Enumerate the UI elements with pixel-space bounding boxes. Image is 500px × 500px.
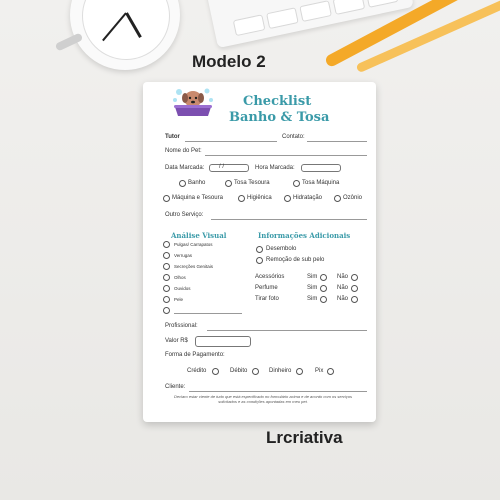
acessorios-sim-label: Sim xyxy=(307,274,318,280)
desembolo-checkbox[interactable] xyxy=(256,246,263,253)
tosa-maquina-checkbox[interactable] xyxy=(293,180,300,187)
clock-hour-hand xyxy=(125,12,142,38)
analise-checkbox[interactable] xyxy=(163,241,170,248)
cliente-field[interactable] xyxy=(189,391,367,392)
tirar-foto-nao-label: Não xyxy=(337,296,349,302)
pix-label: Pix xyxy=(315,368,324,374)
data-marcada-field[interactable] xyxy=(209,164,249,172)
clock-minute-hand xyxy=(102,12,127,41)
debito-label: Débito xyxy=(230,368,248,374)
hidratacao-label: Hidratação xyxy=(293,195,323,201)
analise-item: Ouvidos xyxy=(174,286,191,291)
dinheiro-label: Dinheiro xyxy=(269,368,292,374)
brand-label: Lrcriativa xyxy=(266,428,343,447)
hora-marcada-field[interactable] xyxy=(301,164,341,172)
outro-servico-field[interactable] xyxy=(211,219,367,220)
credito-checkbox[interactable] xyxy=(212,368,219,375)
analise-checkbox[interactable] xyxy=(163,274,170,281)
valor-label: Valor R$ xyxy=(165,338,188,344)
perfume-nao-checkbox[interactable] xyxy=(351,285,358,292)
data-marcada-label: Data Marcada: xyxy=(165,165,205,171)
remocao-subpelo-checkbox[interactable] xyxy=(256,257,263,264)
analise-checkbox[interactable] xyxy=(163,252,170,259)
perfume-sim-label: Sim xyxy=(307,285,318,291)
analise-item: Pulgas/ Carrapatos xyxy=(174,242,213,247)
keyboard-key xyxy=(266,7,299,29)
tirar-foto-sim-label: Sim xyxy=(307,296,318,302)
tutor-label: Tutor xyxy=(165,134,180,140)
maquina-tesoura-checkbox[interactable] xyxy=(163,195,170,202)
disclaimer-text: Declaro estar ciente de tudo que está especificado no formulário acima e de acordo com os serviços solicitados e as condições apontadas em meu pet. xyxy=(173,394,353,404)
nome-pet-field[interactable] xyxy=(205,155,367,156)
analise-item: Secreções Genitais xyxy=(174,264,214,269)
perfume-label: Perfume xyxy=(255,285,278,291)
analise-item: Olhos xyxy=(174,275,186,280)
analise-checkbox[interactable] xyxy=(163,263,170,270)
higienica-label: Higiênica xyxy=(247,195,272,201)
keyboard-key xyxy=(233,14,266,36)
tirar-foto-label: Tirar foto xyxy=(255,296,279,302)
tosa-tesoura-label: Tosa Tesoura xyxy=(234,180,270,186)
keyboard-key xyxy=(333,0,366,15)
date-slashes: / / xyxy=(219,164,225,170)
clock-face xyxy=(82,0,170,60)
credito-label: Crédito xyxy=(187,368,207,374)
debito-checkbox[interactable] xyxy=(252,368,259,375)
checklist-form xyxy=(143,82,376,422)
profissional-label: Profissional: xyxy=(165,323,198,329)
acessorios-nao-checkbox[interactable] xyxy=(351,274,358,281)
tirar-foto-sim-checkbox[interactable] xyxy=(320,296,327,303)
ozonio-checkbox[interactable] xyxy=(334,195,341,202)
forma-pagamento-label: Forma de Pagamento: xyxy=(165,352,225,358)
analise-item: Pele xyxy=(174,297,184,302)
dog-bath-logo-icon xyxy=(171,86,215,120)
contato-field[interactable] xyxy=(307,141,367,142)
analise-visual-title: Análise Visual xyxy=(171,231,227,240)
tosa-tesoura-checkbox[interactable] xyxy=(225,180,232,187)
outro-servico-label: Outro Serviço: xyxy=(165,212,204,218)
pix-checkbox[interactable] xyxy=(327,368,334,375)
info-adicionais-title: Informações Adicionais xyxy=(258,231,351,240)
hidratacao-checkbox[interactable] xyxy=(284,195,291,202)
perfume-sim-checkbox[interactable] xyxy=(320,285,327,292)
desembolo-label: Desembolo xyxy=(266,246,297,252)
nome-pet-label: Nome do Pet: xyxy=(165,148,202,154)
analise-other-field[interactable] xyxy=(174,313,242,314)
banho-label: Banho xyxy=(188,180,206,186)
analise-checkbox[interactable] xyxy=(163,296,170,303)
banho-checkbox[interactable] xyxy=(179,180,186,187)
ozonio-label: Ozônio xyxy=(343,195,363,201)
form-subtitle: Banho & Tosa xyxy=(229,110,330,125)
keyboard-key xyxy=(366,0,399,8)
valor-field[interactable] xyxy=(195,336,251,347)
contato-label: Contato: xyxy=(282,134,305,140)
cliente-label: Cliente: xyxy=(165,384,186,390)
tutor-field[interactable] xyxy=(185,141,277,142)
dinheiro-checkbox[interactable] xyxy=(296,368,303,375)
acessorios-nao-label: Não xyxy=(337,274,349,280)
tirar-foto-nao-checkbox[interactable] xyxy=(351,296,358,303)
higienica-checkbox[interactable] xyxy=(238,195,245,202)
maquina-tesoura-label: Máquina e Tesoura xyxy=(172,195,223,201)
tosa-maquina-label: Tosa Máquina xyxy=(302,180,340,186)
acessorios-label: Acessórios xyxy=(255,274,285,280)
analise-item: Verrugas xyxy=(174,253,193,258)
perfume-nao-label: Não xyxy=(337,285,349,291)
form-title: Checklist xyxy=(243,94,312,109)
profissional-field[interactable] xyxy=(207,330,367,331)
hora-marcada-label: Hora Marcada: xyxy=(255,165,295,171)
acessorios-sim-checkbox[interactable] xyxy=(320,274,327,281)
analise-checkbox[interactable] xyxy=(163,285,170,292)
remocao-subpelo-label: Remoção de sub pelo xyxy=(266,257,325,263)
model-label: Modelo 2 xyxy=(192,52,266,71)
analise-checkbox[interactable] xyxy=(163,307,170,314)
keyboard-key xyxy=(299,0,332,22)
